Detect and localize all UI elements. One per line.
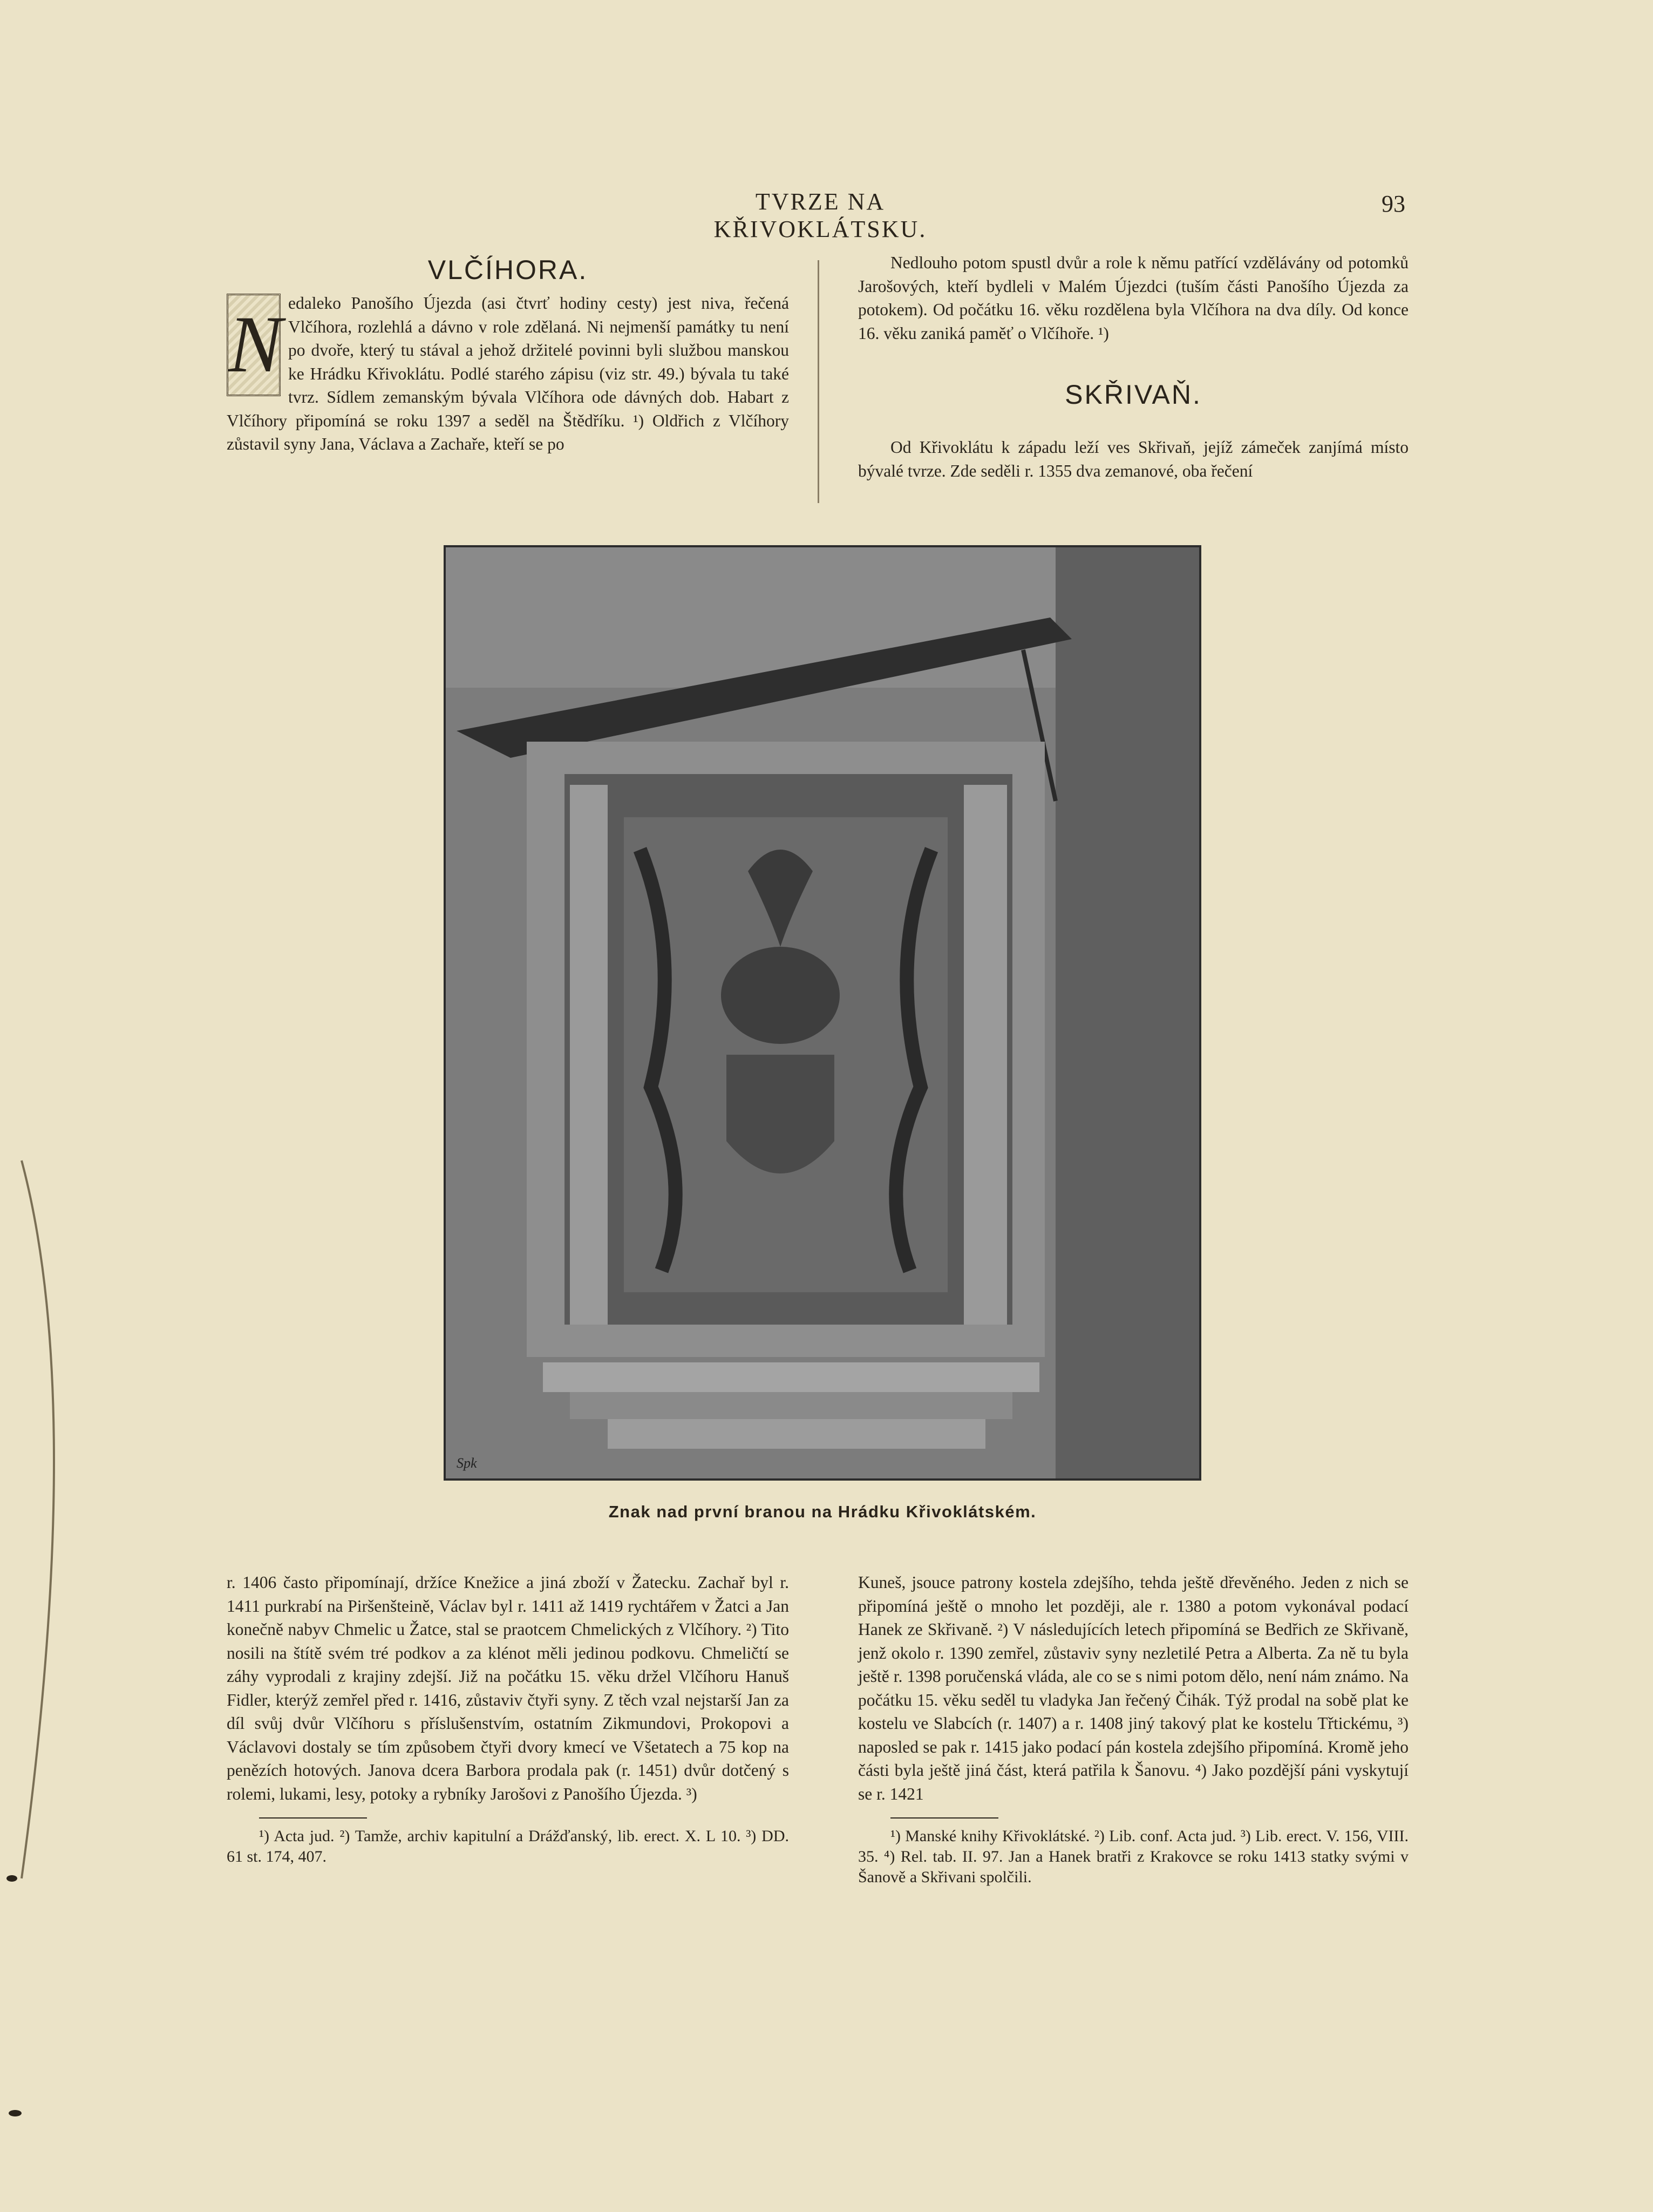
artist-mark: Spk [457,1455,477,1471]
paragraph-skrivan: Od Křivoklátu k západu leží ves Skřivaň, jejíž zámeček zanjímá místo bývalé tvrze. Zde seděli r. 1355 dva zemanové, oba řečení [858,438,1409,480]
coat-of-arms-illustration [446,547,1199,1478]
binding-mark-lower [9,2110,22,2116]
figure-coat-of-arms-photo [444,545,1201,1481]
paragraph-chmelicti: r. 1406 často připomínají, držíce Knežice a jiná zboží v Žatecku. Zachař byl r. 1411 purkrabí na Piršenšteině, Václav byl r. 1411 až 1419 rychtářem v Žatci a Jan konečně nabyv Chmelic u Žatce, stal se praotcem Chmelických z Vlčíhory. ²) Tito nosili na štítě svém tré podkov a za klénot měli jedinou podkovu. Chmeličtí se záhy vyprodali z krajiny zdejší. Již na počátku 15. věku držel Vlčíhoru Hanuš Fidler, kterýž zemřel před r. 1416, zůstaviv čtyři syny. Z těch vzal nejstarší Jan za díl svůj dvůr Vlčíhoru s příslušenstvím, ostatním Zikmundovi, Prokopovi a Václavovi dostaly se tím způsobem čtyři dvory kmecí ve Všetatech a 75 kop na penězích hotových. Janova dcera Barbora prodala pak (r. 1451) dvůr dotčený s rolemi, lukami, lesy, potoky a rybníky Jarošovi z Panošího Újezda. ³) [227,1573,789,1803]
sill-upper [543,1362,1039,1392]
carved-shield [726,1055,834,1173]
paragraph-vlcihora-continued: Nedlouho potom spustl dvůr a role k němu patřící vzdělávány od potomků Jarošových, kteří bydleli v Malém Újezdci (tuším části Panošího Újezda za potokem). Od počátku 16. věku rozdělena byla Vlčíhora na dva díly. Od konce 16. věku zaniká paměť o Vlčíhoře. ¹) [858,253,1409,343]
paragraph-vlcihora: edaleko Panošího Újezda (asi čtvrť hodiny cesty) jest niva, řečená Vlčíhora, rozlehlá a dávno v role zdělaná. Ni nejmenší památky tu není po dvoře, který tu stával a jehož držitelé povinni byli službou manskou ke Hrádku Křivoklátu. Podlé starého zápisu (viz str. 49.) bývala tu také tvrz. Sídlem zemanským bývala Vlčíhora ode dávných dob. Habart z Vlčíhory připomíná se roku 1397 a seděl na Štědříku. ¹) Oldřich z Vlčíhory zůstavil syny Jana, Václava a Zachaře, kteří se po [227,294,789,453]
column-right-bottom [858,1571,1409,1888]
running-head: TVRZE NA KŘIVOKLÁTSKU. [713,188,927,242]
section-title-vlcihora: VLČÍHORA. [427,255,588,285]
left-pillar [570,785,608,1325]
binding-edge-line [22,1161,54,1878]
column-divider [818,260,819,503]
footnotes-right [858,1826,1409,1888]
wall-texture-right [1056,547,1199,1478]
footnote-rule-right [890,1817,998,1819]
sill-lower [608,1419,985,1449]
section-title-skrivan: SKŘIVAŇ. [1065,379,1202,410]
column-left-top [227,291,789,456]
page-edge-curve [0,0,108,2212]
figure-caption: Znak nad první branou na Hrádku Křivoklátském. [608,1502,1037,1521]
paragraph-skrivan-continued: Kuneš, jsouce patrony kostela zdejšího, tehda ještě dřevěného. Jeden z nich se připomíná ještě o mnoho let později, ale r. 1380 a potom vykonával podací Hanek ze Skřivaně. ²) V následujících letech připomíná se Bedřich ze Skřivaně, jenž okolo r. 1390 zemřel, zůstaviv syny nezletilé Petra a Alberta. Za ně tu byla ještě r. 1398 poručenská vláda, ale co se s nimi potom dělo, není nám známo. Na počátku 15. věku seděl tu vladyka Jan řečený Čihák. Týž prodal na sobě plat ke kostelu ve Slabcích (r. 1407) a r. 1408 jiný takový plat ke kostelu Třtickému, ³) naposled se pak r. 1415 jako podací pán kostela zdejšího připomíná. Kromě jeho části byla ještě jiná část, která patřila k Šanovu. ⁴) Jako pozdější páni vyskytují se r. 1421 [858,1573,1409,1803]
binding-mark [6,1875,17,1882]
footnote-right: ¹) Manské knihy Křivoklátské. ²) Lib. conf. Acta jud. ³) Lib. erect. V. 156, VIII. 35. ⁴) Rel. tab. II. 97. Jan a Hanek bratři z Krakovce se roku 1413 statky svými v Šanově a Skřivani spolčili. [858,1827,1409,1886]
footnote-rule [259,1817,367,1819]
initial-letter: N [228,300,283,389]
footnotes-left [227,1826,789,1867]
column-left-bottom [227,1571,789,1867]
decorated-initial [227,294,281,396]
right-pillar [964,785,1007,1325]
sill-middle [570,1392,1012,1419]
column-right-top [858,251,1409,483]
page-number: 93 [1382,191,1405,217]
footnote-left: ¹) Acta jud. ²) Tamže, archiv kapitulní a Drážďanský, lib. erect. X. L 10. ³) DD. 61 st. 174, 407. [227,1827,789,1865]
carved-helmet [721,947,840,1044]
